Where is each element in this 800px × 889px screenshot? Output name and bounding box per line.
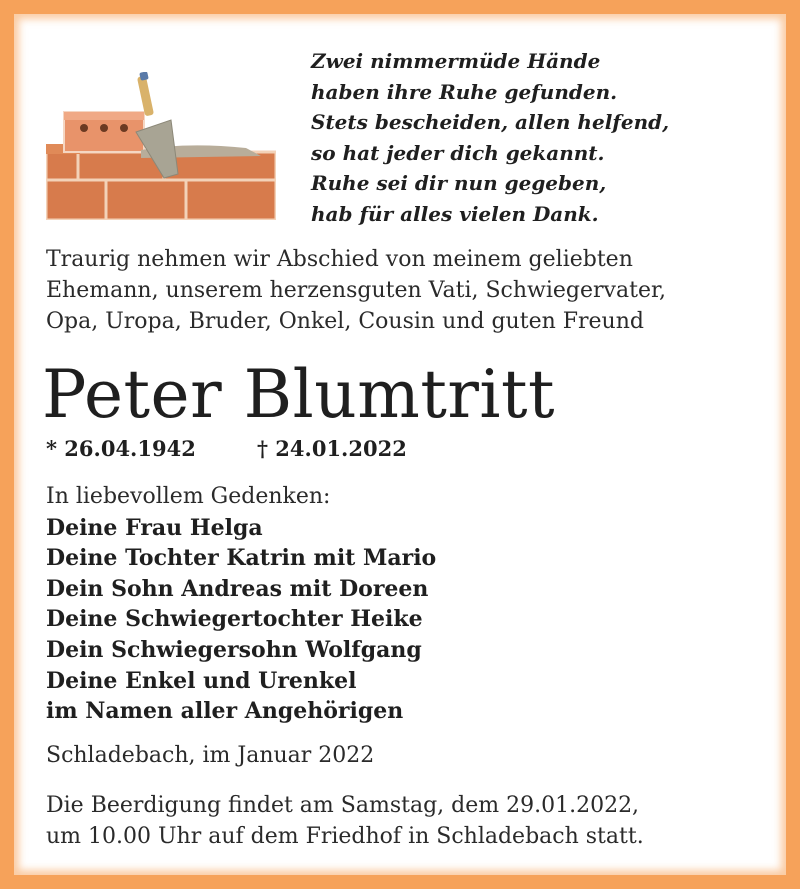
poem-line: Ruhe sei dir nun gegeben, xyxy=(311,171,607,195)
intro-line: Opa, Uropa, Bruder, Onkel, Cousin und guten Freund xyxy=(46,309,644,334)
mourner-line: Deine Schwiegertochter Heike xyxy=(46,606,423,633)
mourner-line: Deine Enkel und Urenkel xyxy=(46,667,357,694)
poem-line: so hat jeder dich gekannt. xyxy=(311,140,605,165)
life-dates xyxy=(46,434,407,464)
place-date: Schladebach, im Januar 2022 xyxy=(46,743,375,768)
intro-line: Ehemann, unserem herzensguten Vati, Schwiegervater, xyxy=(46,278,667,303)
mourner-line: Deine Tochter Katrin mit Mario xyxy=(46,545,437,572)
intro-text xyxy=(46,244,666,337)
mourner-line: Dein Sohn Andreas mit Doreen xyxy=(46,575,429,602)
mourner-line: Deine Frau Helga xyxy=(46,514,263,541)
poem-line: Stets bescheiden, allen helfend, xyxy=(311,110,670,134)
poem-line: hab für alles vielen Dank. xyxy=(311,201,599,226)
funeral-line: um 10.00 Uhr auf dem Friedhof in Schladebach statt. xyxy=(46,824,644,849)
bricks-trowel-icon xyxy=(46,72,276,220)
birth-date: * 26.04.1942 xyxy=(46,436,196,461)
funeral-line: Die Beerdigung findet am Samstag, dem 29.01.2022, xyxy=(46,793,640,818)
deceased-name: Peter Blumtritt xyxy=(42,356,556,433)
mourner-line: Dein Schwiegersohn Wolfgang xyxy=(46,636,422,663)
poem-line: haben ihre Ruhe gefunden. xyxy=(311,79,618,104)
poem xyxy=(311,46,669,229)
death-date: † 24.01.2022 xyxy=(257,436,407,461)
poem-line: Zwei nimmermüde Hände xyxy=(311,49,601,73)
mourners-block xyxy=(46,482,436,727)
funeral-info xyxy=(46,790,644,852)
memory-lead: In liebevollem Gedenken: xyxy=(46,484,331,509)
intro-line: Traurig nehmen wir Abschied von meinem geliebten xyxy=(46,247,633,272)
mourner-line: im Namen aller Angehörigen xyxy=(46,698,404,725)
